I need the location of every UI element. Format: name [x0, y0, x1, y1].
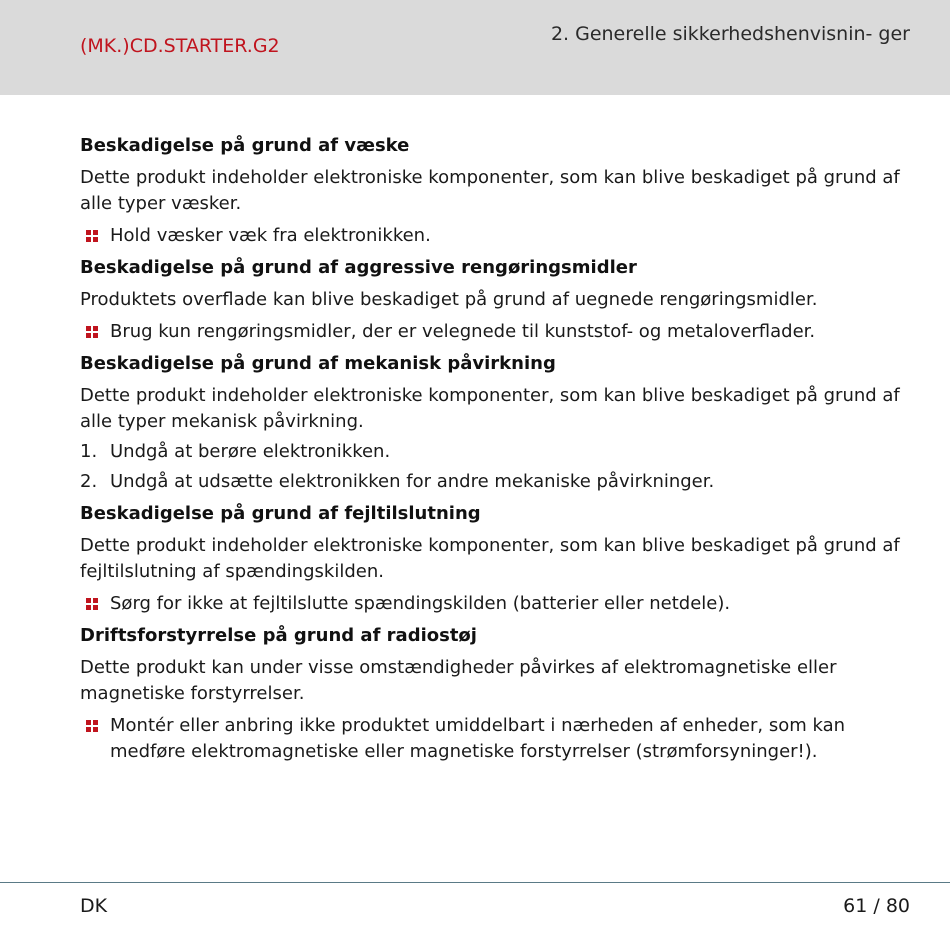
- bullet-text: Brug kun rengøringsmidler, der er velegnede til kunststof- og metaloverflader.: [110, 321, 816, 342]
- section-heading: Beskadigelse på grund af væske: [80, 135, 410, 156]
- section-text: Dette produkt indeholder elektroniske komponenter, som kan blive beskadiget på grund af alle typer mekanisk påvirkning.: [80, 385, 900, 432]
- bullet-text: Sørg for ikke at fejltilslutte spændingskilden (batterier eller netdele).: [110, 593, 731, 614]
- section-heading: Beskadigelse på grund af fejltilslutning: [80, 503, 481, 524]
- bullet-icon: [86, 598, 98, 610]
- bullet-icon: [86, 720, 98, 732]
- section-heading: Driftsforstyrrelse på grund af radiostøj: [80, 625, 477, 646]
- section-text: Dette produkt indeholder elektroniske komponenter, som kan blive beskadiget på grund af fejltilslutning af spændingskilden.: [80, 535, 900, 582]
- document-id: (MK.)CD.STARTER.G2: [80, 35, 280, 57]
- bullet-text: Montér eller anbring ikke produktet umiddelbart i nærheden af enheder, som kan medføre elektromagnetiske eller magnetiske forstyrrelser (strømforsyninger!).: [110, 715, 846, 762]
- step-text: Undgå at berøre elektronikken.: [110, 441, 391, 462]
- page-content: [80, 133, 910, 771]
- bullet-icon: [86, 326, 98, 338]
- bullet-item: [80, 713, 910, 765]
- section-mechanical-impact: [80, 351, 910, 495]
- step-number: 2.: [80, 471, 98, 492]
- step-number: 1.: [80, 441, 98, 462]
- numbered-step: [80, 469, 910, 495]
- section-text: Dette produkt indeholder elektroniske komponenter, som kan blive beskadiget på grund af alle typer væsker.: [80, 167, 900, 214]
- section-text: Produktets overflade kan blive beskadiget på grund af uegnede rengøringsmidler.: [80, 289, 818, 310]
- section-miswiring: [80, 501, 910, 617]
- page-number: 61 / 80: [843, 895, 910, 917]
- page-header: [0, 0, 950, 95]
- chapter-title: 2. Generelle sikkerhedshenvisnin- ger: [550, 23, 910, 45]
- bullet-icon: [86, 230, 98, 242]
- section-liquid-damage: [80, 133, 910, 249]
- section-heading: Beskadigelse på grund af aggressive rengøringsmidler: [80, 257, 637, 278]
- section-cleaning-agents: [80, 255, 910, 345]
- section-text: Dette produkt kan under visse omstændigheder påvirkes af elektromagnetiske eller magnetiske forstyrrelser.: [80, 657, 837, 704]
- bullet-item: [80, 223, 910, 249]
- footer-language: DK: [80, 895, 108, 917]
- step-text: Undgå at udsætte elektronikken for andre mekaniske påvirkninger.: [110, 471, 715, 492]
- section-radio-interference: [80, 623, 910, 765]
- bullet-text: Hold væsker væk fra elektronikken.: [110, 225, 431, 246]
- footer-divider: [0, 882, 950, 883]
- bullet-item: [80, 319, 910, 345]
- numbered-step: [80, 439, 910, 465]
- bullet-item: [80, 591, 910, 617]
- section-heading: Beskadigelse på grund af mekanisk påvirkning: [80, 353, 556, 374]
